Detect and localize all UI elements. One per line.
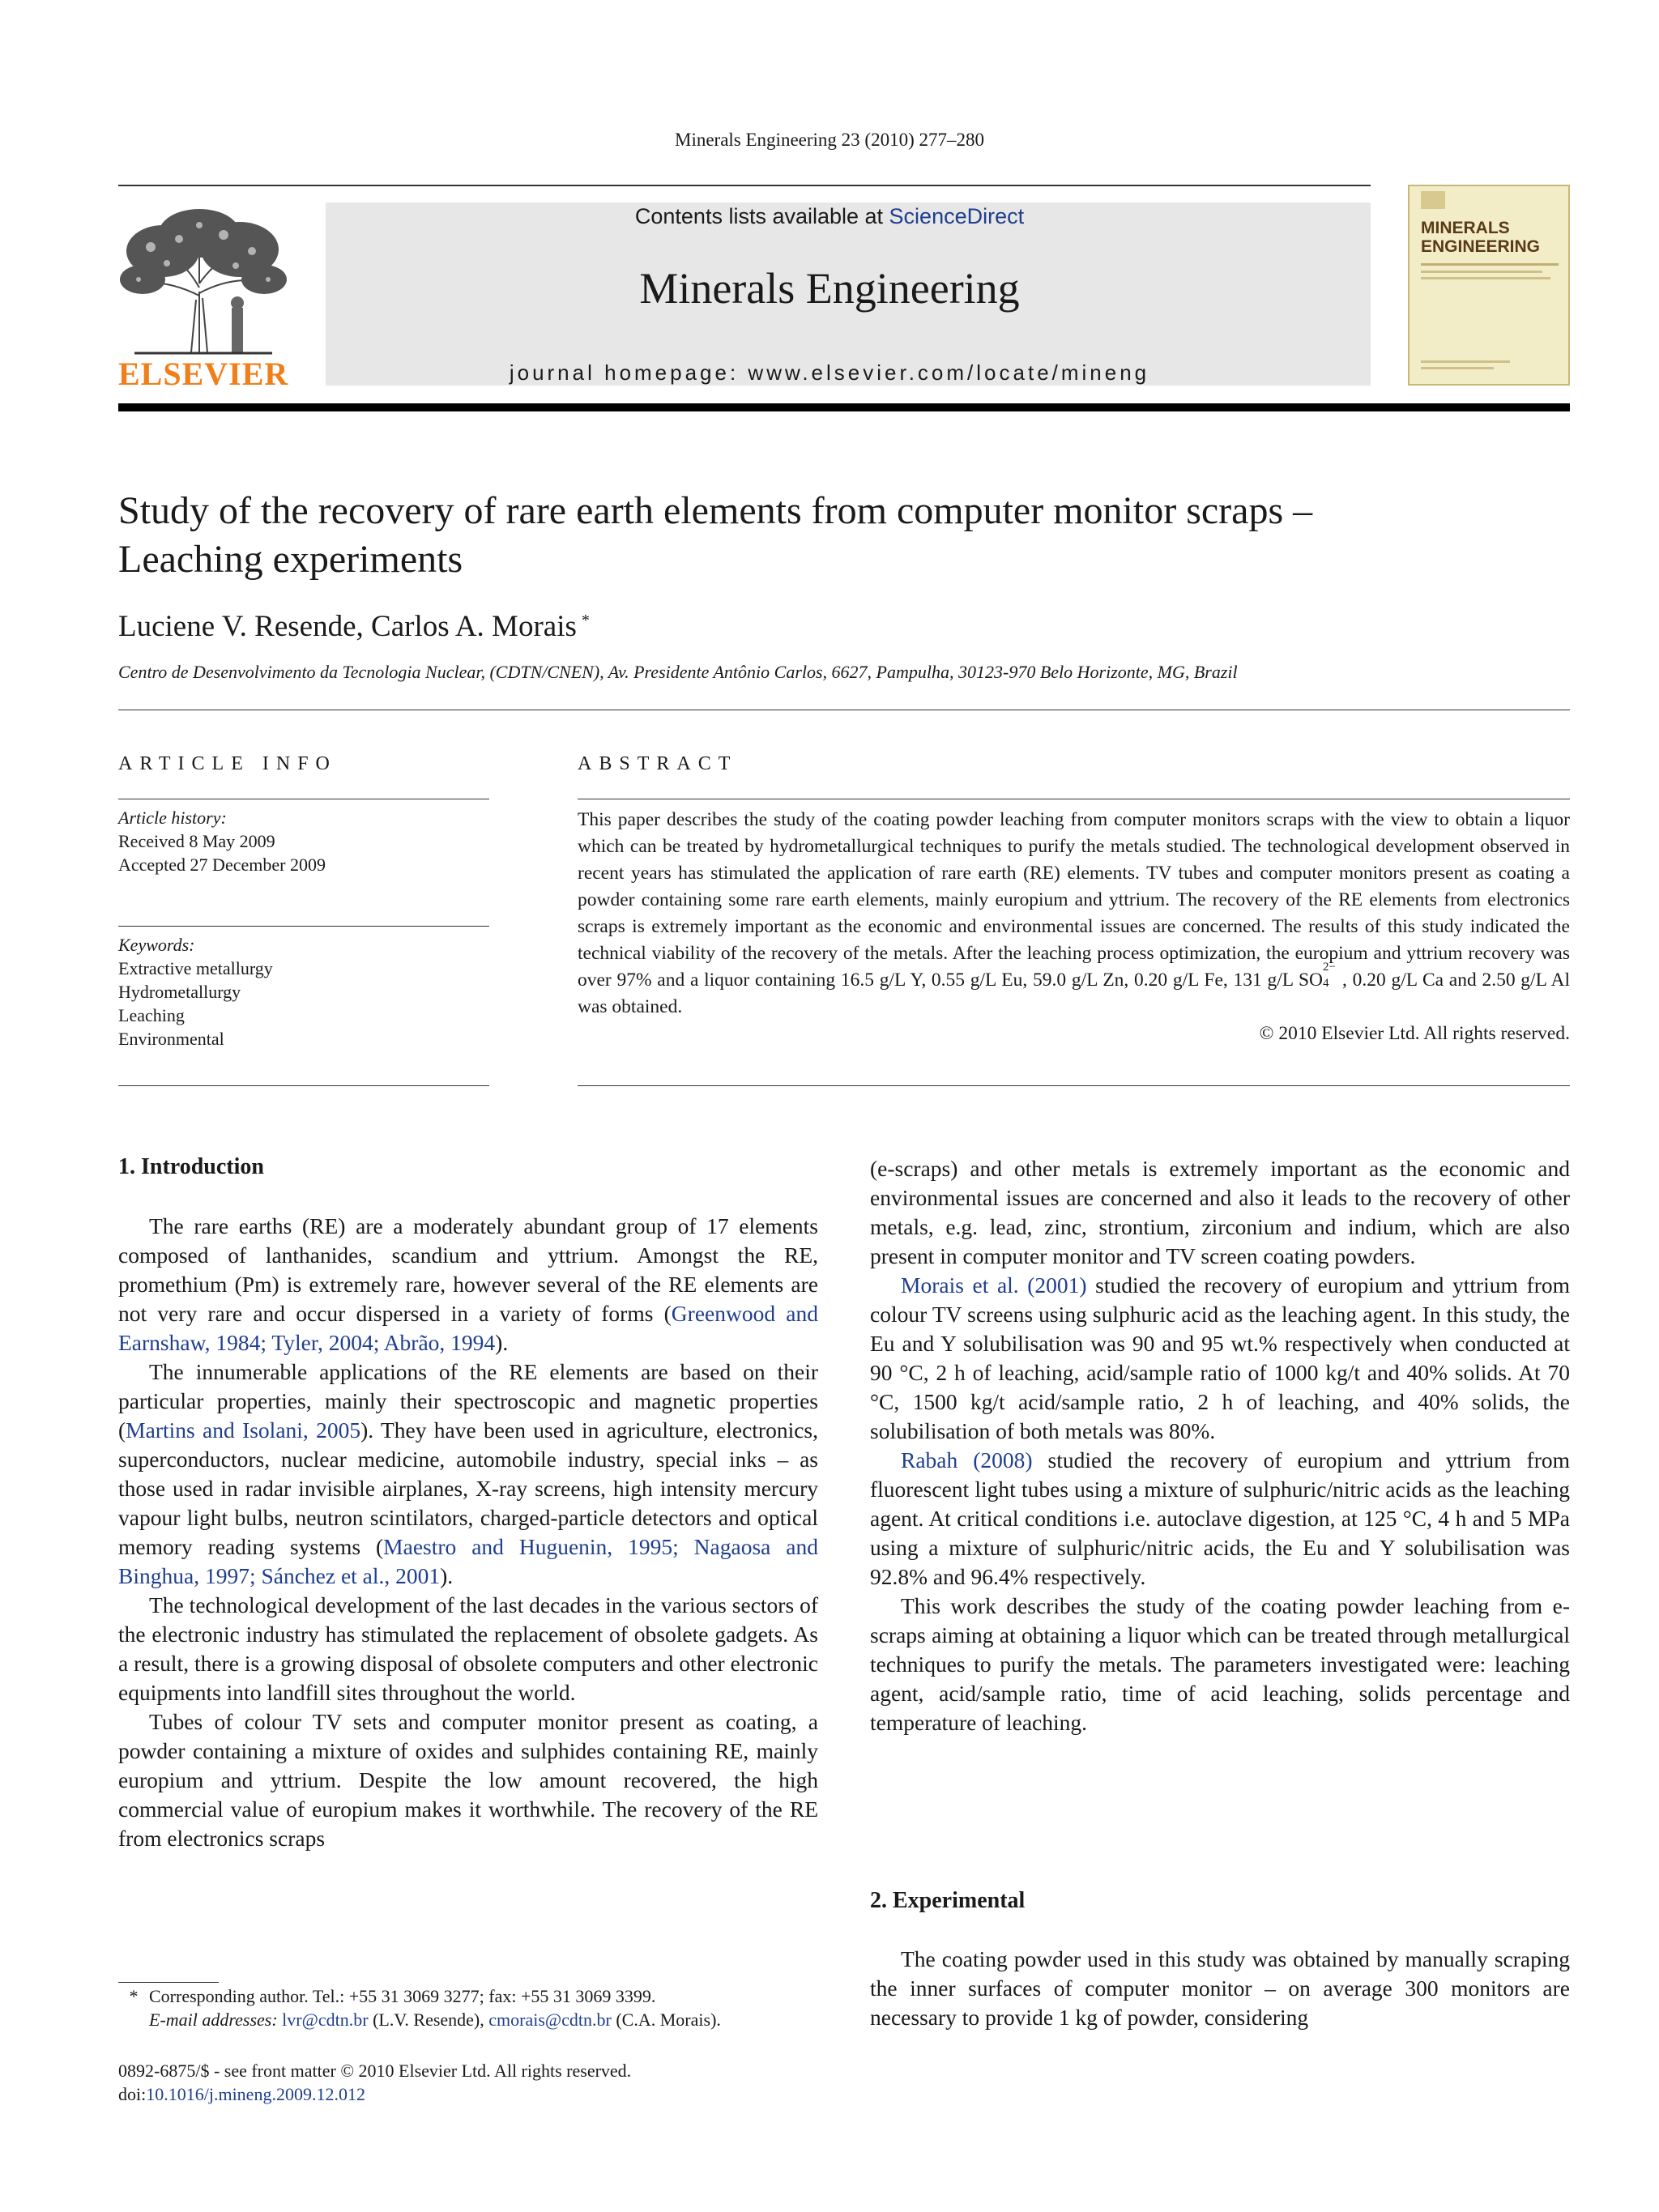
citation-link[interactable]: Martins and Isolani, 2005 [126,1417,361,1443]
abstract-end-rule [578,1085,1570,1086]
keywords-label: Keywords: [118,935,195,955]
email-label: E-mail addresses: [149,2010,283,2030]
paragraph [118,1357,818,1591]
authors [118,609,590,644]
issn-line: 0892-6875/$ - see front matter © 2010 Elsevier Ltd. All rights reserved. [118,2061,632,2081]
email-owner: (L.V. Resende), [368,2010,489,2030]
corresponding-footnote [118,1984,847,2008]
paragraph: Tubes of colour TV sets and computer monitor present as coating, a powder containing a mixture of oxides and sulphides containing RE, mainly europium and yttrium. Despite the low amount recovered, the high commercial value of europium makes it worthwhile. The recovery of the RE from electronics scraps [118,1709,818,1851]
email-footnote [118,2008,847,2031]
article-title-line2: Leaching experiments [118,538,463,581]
keyword: Hydrometallurgy [118,982,241,1002]
cover-line [1421,360,1510,363]
left-column [118,1212,818,1853]
paragraph [870,1446,1570,1592]
sulfate-charge: 2− [1323,961,1336,974]
keyword: Leaching [118,1005,185,1025]
abstract-tail: , 0.20 g/L Ca and 2.50 g/L Al was obtained. [578,970,1570,1017]
footnotes [118,1984,847,2031]
abstract-text [578,807,1570,1047]
paragraph: The coating powder used in this study was obtained by manually scraping the inner surfaces of computer monitor – on average 300 monitors are necessary to provide 1 kg of powder, considering [870,1946,1570,2030]
paragraph [870,1271,1570,1446]
header-rule [118,185,1371,186]
accepted-date: Accepted 27 December 2009 [118,855,326,875]
article-info-heading: ARTICLE INFO [118,753,337,774]
doi-link[interactable]: 10.1016/j.mineng.2009.12.012 [146,2084,365,2104]
keywords [118,933,489,1051]
sulfate-scripts [1323,961,1342,990]
paragraph [118,1212,818,1357]
history-label: Article history: [118,808,227,828]
corresponding-text: Corresponding author. Tel.: +55 31 3069 3277; fax: +55 31 3069 3399. [149,1986,656,2006]
email-owner: (C.A. Morais). [611,2010,721,2030]
article-info-end-rule [118,1085,489,1086]
corresponding-mark[interactable]: * [581,611,590,629]
citation-link[interactable]: Morais et al. (2001) [901,1272,1087,1298]
sciencedirect-link[interactable]: ScienceDirect [889,204,1025,228]
article-title [118,487,1570,584]
journal-cover-thumbnail [1408,185,1570,386]
text: ). [440,1563,454,1588]
abstract-body: This paper describes the study of the coating powder leaching from computer monitors scraps with the view to obtain a liquor which can be treated by hydrometallurgical techniques to purify the metals studied. The technological development observed in recent years has stimulated the application of rare earth (RE) elements. TV tubes and computer monitors present as coating a powder containing some rare earth elements, mainly europium and yttrium. The recovery of the RE elements from electronics scraps is extremely important as the economic and environmental issues are concerned. The results of this study indicated the technical viability of the recovery of the metals. After the leaching process optimization, the europium and yttrium recovery was over 97% and a liquor containing 16.5 g/L Y, 0.55 g/L Eu, 59.0 g/L Zn, 0.20 g/L Fe, 131 g/L SO [578,809,1570,991]
received-date: Received 8 May 2009 [118,831,275,851]
header-thick-rule [118,403,1570,411]
journal-name: Minerals Engineering [639,264,1020,313]
doi-prefix: doi: [118,2084,147,2104]
email-link[interactable]: cmorais@cdtn.br [488,2010,612,2030]
cover-logo-icon [1421,191,1445,209]
affiliation: Centro de Desenvolvimento da Tecnologia Nuclear, (CDTN/CNEN), Av. Presidente Antônio Carlos, 6627, Pampulha, 30123-970 Belo Horizonte, MG, Brazil [118,662,1238,682]
text: studied the recovery of europium and yttrium from fluorescent light tubes using a mixture of sulphuric/nitric acids as the leaching agent. At critical conditions i.e. autoclave digestion, at 125 °C, 4 h and 5 MPa using a mixture of sulphuric/nitric acids, the Eu and Y solubilisation was 92.8% and 96.4% respectively. [870,1447,1570,1589]
sulfate-subscript: 4 [1323,977,1329,990]
text: The innumerable applications of the RE elements are based on their particular properties, mainly their spectroscopic and magnetic properties ( [118,1359,818,1443]
experimental-text [870,1945,1570,2032]
footnote-star: * [129,1986,139,2006]
cover-line [1421,271,1542,273]
doi-line [118,2082,928,2106]
citation-link[interactable]: Rabah (2008) [901,1447,1033,1473]
text: ). They have been used in agriculture, electronics, superconductors, nuclear medicine, automobile industry, special inks – as those used in radar invisible airplanes, X-ray screens, high intensity mercury vapour light bulbs, neutron scintilators, charged-particle detectors and optical memory reading systems ( [118,1417,818,1559]
journal-citation: Minerals Engineering 23 (2010) 277–280 [675,130,984,150]
article-title-line1: Study of the recovery of rare earth elements from computer monitor scraps – [118,489,1313,532]
email-link[interactable]: lvr@cdtn.br [282,2010,369,2030]
section-heading-introduction: 1. Introduction [118,1154,264,1179]
keywords-rule [118,926,489,927]
journal-homepage[interactable]: journal homepage: www.elsevier.com/locate/mineng [509,360,1150,385]
keyword: Extractive metallurgy [118,958,273,978]
cover-title: MINERALS ENGINEERING [1421,219,1541,256]
paragraph: This work describes the study of the coating powder leaching from e-scraps aiming at obtaining a liquor which can be treated through metallurgical techniques to purify the metals. The parameters investigated were: leaching agent, acid/sample ratio, time of acid leaching, solids percentage and temperature of leaching. [870,1593,1570,1735]
section-heading-experimental: 2. Experimental [870,1888,1026,1913]
paragraph-continued: (e-scraps) and other metals is extremely important as the economic and environmental issues are concerned and also it leads to the recovery of other metals, e.g. lead, zinc, strontium, zirconium and indium, which are also present in computer monitor and TV screen coating powders. [870,1156,1570,1268]
footnote-rule [118,1982,219,1983]
cover-line [1421,263,1559,266]
citation-link[interactable]: Maestro and Huguenin, 1995; Nagaosa and Binghua, 1997; Sánchez et al., 2001 [118,1534,818,1588]
cover-line [1421,277,1550,279]
text: studied the recovery of europium and yttrium from colour TV screens using sulphuric acid as the leaching agent. In this study, the Eu and Y solubilisation was 90 and 95 wt.% respectively when conducted at 90 °C, 2 h of leaching, acid/sample ratio of 1000 kg/t and 40% solids. At 70 °C, 1500 kg/t acid/sample ratio, 2 h of leaching, and 40% solids, the solubilisation of both metals was 80%. [870,1272,1570,1443]
front-matter [118,2059,928,2106]
text: The rare earths (RE) are a moderately abundant group of 17 elements composed of lanthanides, scandium and yttrium. Amongst the RE, promethium (Pm) is extremely rare, however several of the RE elements are not very rare and occur dispersed in a variety of forms ( [118,1213,818,1326]
abstract-copyright: © 2010 Elsevier Ltd. All rights reserved. [1259,1023,1570,1044]
text: ). [495,1330,509,1355]
article-history [118,806,489,876]
right-column [870,1154,1570,1737]
contents-prefix: Contents lists available at [634,204,889,228]
author-names: Luciene V. Resende, Carlos A. Morais [118,610,577,643]
publisher-wordmark: ELSEVIER [118,356,289,392]
citation-link[interactable]: Greenwood and Earnshaw, 1984; Tyler, 2004; Abrão, 1994 [118,1301,818,1355]
cover-line [1421,367,1494,369]
abstract-heading: ABSTRACT [578,753,738,774]
paragraph: The technological development of the last decades in the various sectors of the electronic industry has stimulated the replacement of obsolete gadgets. As a result, there is a growing disposal of obsolete computers and other electronic equipments into landfill sites throughout the world. [118,1592,818,1705]
keyword: Environmental [118,1029,224,1049]
